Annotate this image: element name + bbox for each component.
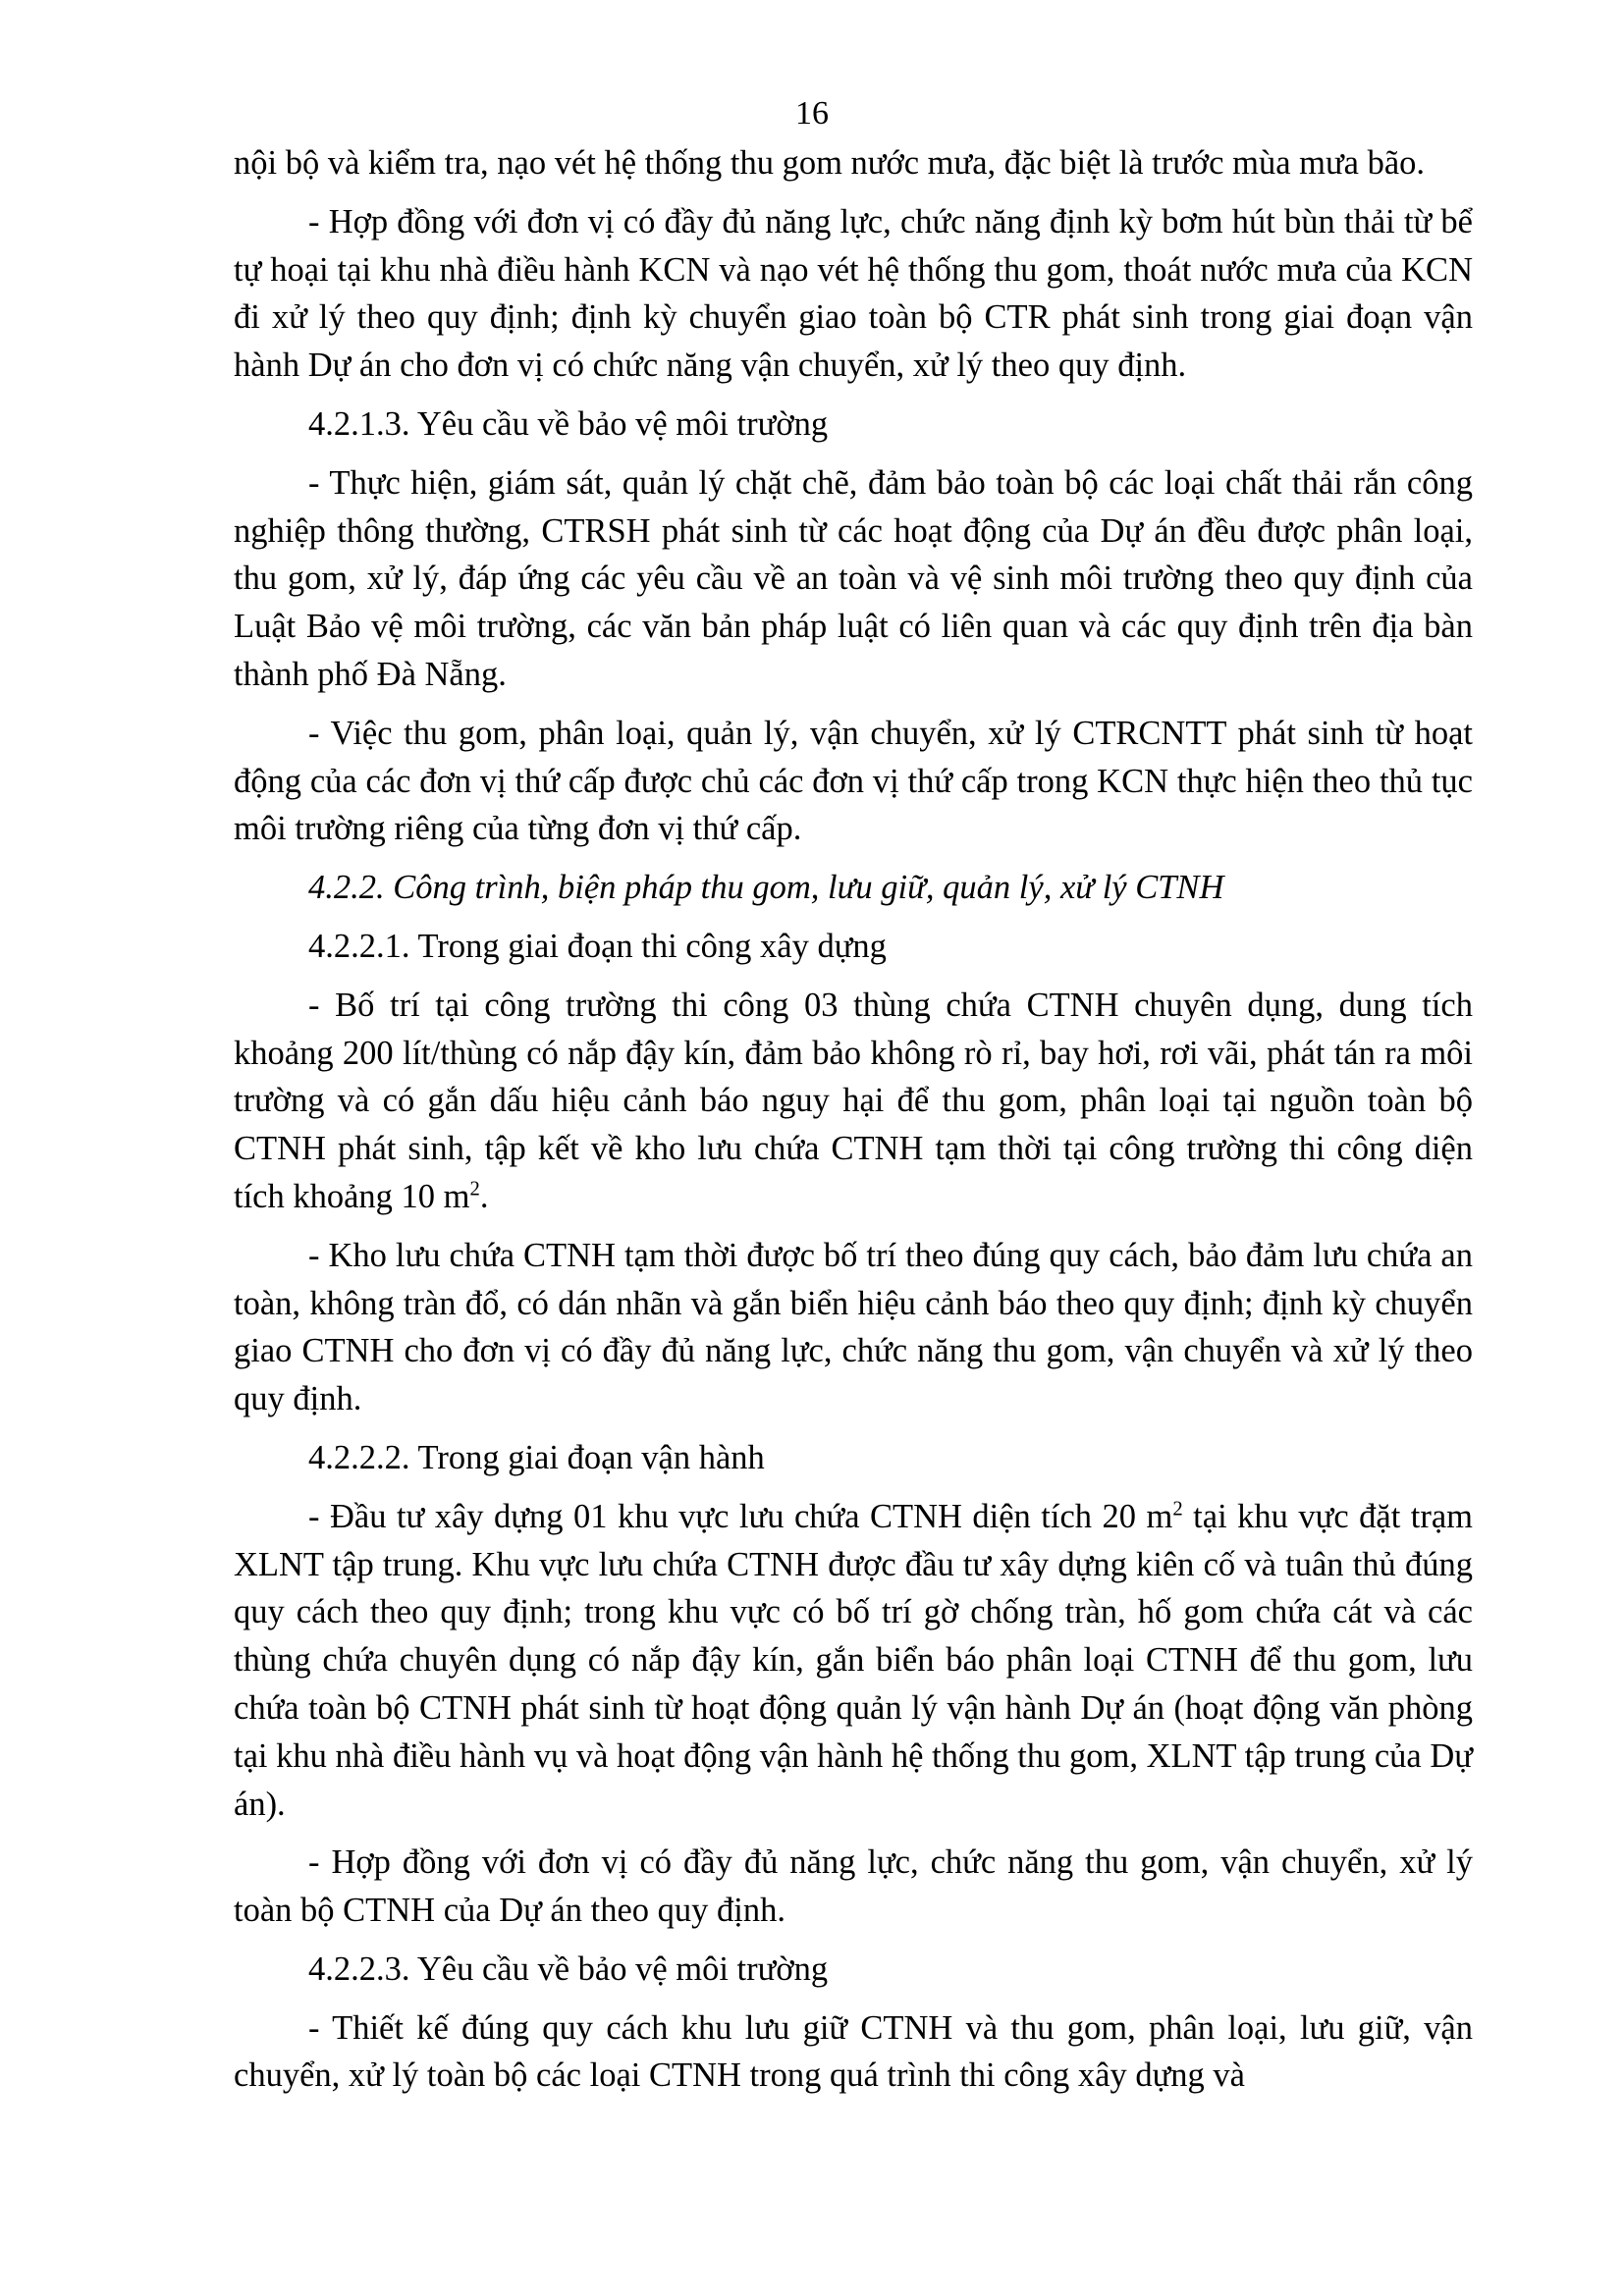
paragraph: - Đầu tư xây dựng 01 khu vực lưu chứa CTNH diện tích 20 $m^2$ tại khu vực đặt trạm XLNT tập trung. Khu vực lưu chứa CTNH được đầu tư xây dựng kiên cố và tuân thủ đúng quy cách theo quy định; trong khu vực có bố trí gờ chống tràn, hố gom chứa cát và các thùng chứa chuyên dụng có nắp đậy kín, gắn biển báo phân loại CTNH để thu gom, lưu chứa toàn bộ CTNH phát sinh từ hoạt động quản lý vận hành Dự án (hoạt động văn phòng tại khu nhà điều hành vụ và hoạt động vận hành hệ thống thu gom, XLNT tập trung của Dự án). (234, 1497, 1473, 1823)
section-heading: 4.2.2.3. Yêu cầu về bảo vệ môi trường (308, 1949, 829, 1988)
paragraph: - Kho lưu chứa CTNH tạm thời được bố trí theo đúng quy cách, bảo đảm lưu chứa an toàn, không tràn đổ, có dán nhãn và gắn biển hiệu cảnh báo theo quy định; định kỳ chuyển giao CTNH cho đơn vị có đầy đủ năng lực, chức năng thu gom, vận chuyển và xử lý theo quy định. (234, 1236, 1473, 1418)
paragraph: - Việc thu gom, phân loại, quản lý, vận chuyển, xử lý CTRCNTT phát sinh từ hoạt động của các đơn vị thứ cấp được chủ các đơn vị thứ cấp trong KCN thực hiện theo thủ tục môi trường riêng của từng đơn vị thứ cấp. (234, 714, 1473, 848)
paragraph: - Thực hiện, giám sát, quản lý chặt chẽ, đảm bảo toàn bộ các loại chất thải rắn công nghiệp thông thường, CTRSH phát sinh từ các hoạt động của Dự án đều được phân loại, thu gom, xử lý, đáp ứng các yêu cầu về an toàn và vệ sinh môi trường theo quy định của Luật Bảo vệ môi trường, các văn bản pháp luật có liên quan và các quy định trên địa bàn thành phố Đà Nẵng. (234, 463, 1473, 693)
section-heading: 4.2.2.1. Trong giai đoạn thi công xây dựng (308, 927, 887, 965)
section-heading: 4.2.2.2. Trong giai đoạn vận hành (308, 1438, 765, 1476)
section-heading: 4.2.2. Công trình, biện pháp thu gom, lưu giữ, quản lý, xử lý CTNH (308, 869, 1224, 907)
section-heading: 4.2.1.3. Yêu cầu về bảo vệ môi trường (308, 404, 829, 443)
document-body (234, 139, 1473, 2110)
paragraph: - Hợp đồng với đơn vị có đầy đủ năng lực, chức năng thu gom, vận chuyển, xử lý toàn bộ CTNH của Dự án theo quy định. (234, 1843, 1473, 1930)
paragraph: - Bố trí tại công trường thi công 03 thùng chứa CTNH chuyên dụng, dung tích khoảng 200 lít/thùng có nắp đậy kín, đảm bảo không rò rỉ, bay hơi, rơi vãi, phát tán ra môi trường và có gắn dấu hiệu cảnh báo nguy hại để thu gom, phân loại tại nguồn toàn bộ CTNH phát sinh, tập kết về kho lưu chứa CTNH tạm thời tại công trường thi công diện tích khoảng 10 $m^2$. (234, 986, 1473, 1215)
paragraph: nội bộ và kiểm tra, nạo vét hệ thống thu gom nước mưa, đặc biệt là trước mùa mưa bão. (234, 144, 1426, 182)
paragraph: - Hợp đồng với đơn vị có đầy đủ năng lực, chức năng định kỳ bơm hút bùn thải từ bể tự hoại tại khu nhà điều hành KCN và nạo vét hệ thống thu gom, thoát nước mưa của KCN đi xử lý theo quy định; định kỳ chuyển giao toàn bộ CTR phát sinh trong giai đoạn vận hành Dự án cho đơn vị có chức năng vận chuyển, xử lý theo quy định. (234, 202, 1473, 385)
page-number: 16 (795, 95, 829, 132)
paragraph: - Thiết kế đúng quy cách khu lưu giữ CTNH và thu gom, phân loại, lưu giữ, vận chuyển, xử lý toàn bộ các loại CTNH trong quá trình thi công xây dựng và (234, 2008, 1473, 2095)
